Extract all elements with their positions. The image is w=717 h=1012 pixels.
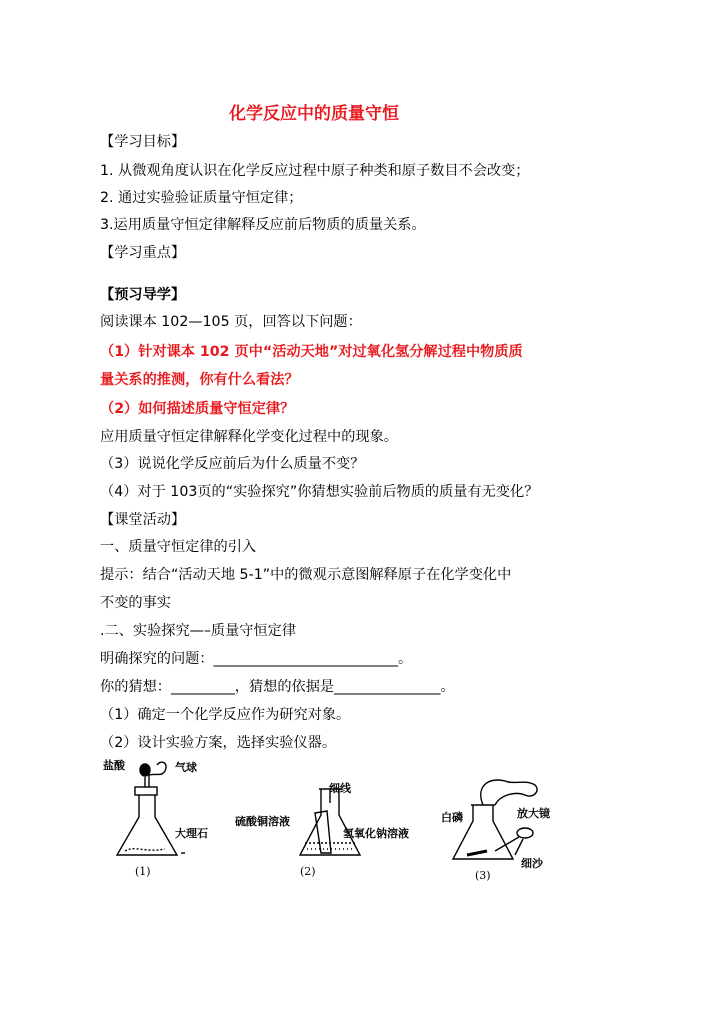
label-cuso4: 硫酸铜溶液: [235, 815, 290, 828]
label-magnifier: 放大镜: [517, 807, 550, 820]
label-sand: 细沙: [521, 857, 543, 870]
preview-apply: 应用质量守恒定律解释化学变化过程中的现象。: [100, 429, 398, 445]
part-1-hint-line-2: 不变的事实: [100, 595, 171, 611]
caption-1: (1): [135, 865, 151, 878]
preview-header: 【预习导学】: [100, 287, 186, 303]
apparatus-2-flask: [300, 789, 360, 855]
label-phosphorus: 白磷: [441, 811, 463, 824]
preview-question-1-line-1: （1）针对课本 102 页中“活动天地”对过氧化氢分解过程中物质质: [100, 344, 523, 360]
class-activity-header: 【课堂活动】: [100, 512, 186, 528]
label-balloon: 气球: [175, 761, 197, 774]
step-2: （2）设计实验方案，选择实验仪器。: [100, 735, 337, 751]
key-points-header: 【学习重点】: [100, 245, 186, 261]
page-title: 化学反应中的质量守恒: [229, 104, 399, 124]
guess-line: 你的猜想：_________，猜想的依据是_______________。: [100, 679, 455, 695]
part-1-hint-line-1: 提示：结合“活动天地 5-1”中的微观示意图解释原子在化学变化中: [100, 567, 512, 583]
part-1-title: 一、质量守恒定律的引入: [100, 539, 257, 555]
part-2-title: .二、实验探究—–质量守恒定律: [100, 623, 297, 639]
objective-3: 3.运用质量守恒定律解释反应前后物质的质量关系。: [100, 217, 426, 233]
label-marble: 大理石: [175, 827, 208, 840]
label-naoh: 氢氧化钠溶液: [343, 827, 409, 840]
apparatus-figure: [95, 755, 585, 890]
preview-question-1-line-2: 量关系的推测，你有什么看法？: [100, 372, 299, 388]
objectives-header: 【学习目标】: [100, 134, 186, 150]
preview-intro: 阅读课本 102—105 页，回答以下问题：: [100, 314, 362, 330]
preview-question-2: （2）如何描述质量守恒定律？: [100, 401, 295, 417]
objective-2: 2. 通过实验验证质量守恒定律；: [100, 190, 303, 206]
caption-2: (2): [300, 865, 316, 878]
label-acid: 盐酸: [103, 759, 125, 772]
label-thread: 细线: [329, 782, 351, 795]
apparatus-1-flask: [117, 762, 185, 855]
objective-1: 1. 从微观角度认识在化学反应过程中原子种类和原子数目不会改变；: [100, 163, 530, 179]
preview-question-4: （4）对于 103页的“实验探究”你猜想实验前后物质的质量有无变化？: [100, 484, 539, 500]
question-line: 明确探究的问题：__________________________。: [100, 651, 413, 667]
step-1: （1）确定一个化学反应作为研究对象。: [100, 707, 351, 723]
preview-question-3: （3）说说化学反应前后为什么质量不变？: [100, 456, 365, 472]
caption-3: (3): [475, 869, 491, 882]
